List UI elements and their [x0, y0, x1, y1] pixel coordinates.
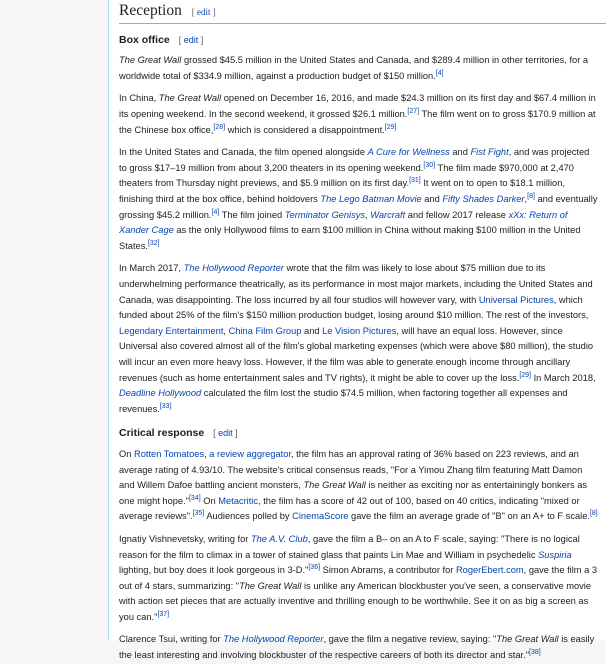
subsection-heading-critical-response: [119, 427, 606, 441]
text: On: [200, 495, 219, 506]
wiki-link[interactable]: Metacritic: [218, 495, 259, 506]
text: is neither as exciting nor as entertainingly bonkers as one might hope.": [119, 480, 588, 506]
subsection-title: Critical response: [119, 427, 205, 440]
citation[interactable]: [35]: [192, 510, 205, 518]
wiki-link[interactable]: RogerEbert.com: [455, 565, 524, 576]
film-title: The Great Wall: [303, 480, 366, 491]
citation[interactable]: [37]: [157, 610, 170, 618]
section-heading-reception: [119, 0, 606, 24]
wiki-link[interactable]: Rotten Tomatoes: [134, 448, 205, 459]
film-title: The Great Wall: [158, 93, 222, 104]
film-title: The Great Wall: [239, 580, 302, 591]
citation[interactable]: [27]: [407, 107, 420, 115]
text: and eventually grossing $45.2 million.: [119, 193, 598, 220]
subsection-heading-box-office: [119, 34, 606, 48]
wiki-link[interactable]: Universal Pictures: [478, 294, 554, 305]
text: , and was projected to gross $17–19 million from about 3,200 theaters in its opening weekend.: [119, 147, 590, 173]
wiki-link[interactable]: Suspiria: [538, 549, 572, 560]
text: In the United States and Canada, the film opened alongside: [119, 147, 368, 158]
citation[interactable]: [34]: [188, 494, 201, 502]
text: In China,: [119, 93, 159, 104]
text: , gave the film a 3 out of 4 stars, summarizing: ": [119, 565, 598, 591]
text: as the only Hollywood films to earn $100 million in China without making $100 million in the United States.: [119, 225, 581, 251]
wiki-link[interactable]: CinemaScore: [292, 511, 349, 522]
citation[interactable]: [4]: [211, 208, 220, 216]
text: is unlike any American blockbuster you've seen, a conservative movie with action set pieces that are actually inventive and thrilling enough to be worthwhile. See it on as big a screen as you can.": [119, 580, 592, 622]
wiki-link[interactable]: The Lego Batman Movie: [320, 193, 422, 204]
text: , which funded about 25% of the film's $150 million production budget, losing around $10 million. The rest of the investors,: [119, 294, 589, 321]
text: , gave the film a B– on an A to F scale, saying: "There is no logical reason for the film to climax in a tower of stained glass that paints Lin Mae and William in psychedelic: [119, 533, 580, 560]
text: , the film has a score of 42 out of 100, based on 40 critics, indicating "mixed or average reviews".: [119, 495, 580, 522]
subsection-title: Box office: [119, 33, 170, 46]
citation[interactable]: [32]: [147, 239, 160, 247]
text: and fellow 2017 release: [405, 209, 509, 220]
wiki-link[interactable]: A Cure for Wellness: [367, 147, 450, 158]
text: , will have an equal loss. However, since Universal also covered almost all of the film's global marketing expenses (which were above $80 million), the studio will incur an even more heavy loss. However, if the film was able to generate enough income through ancillary revenues (such as home entertainment sales and TV rights), it might be able to cover up the loss.: [119, 325, 594, 383]
text: , gave the film a negative review, saying: ": [323, 634, 497, 645]
citation[interactable]: [31]: [409, 177, 421, 185]
paragraph: [119, 532, 606, 626]
wiki-link[interactable]: Legendary Entertainment: [119, 325, 224, 336]
text: ,: [524, 193, 528, 204]
wiki-link[interactable]: China Film Group: [228, 325, 302, 336]
wiki-link[interactable]: Le Vision Pictures: [322, 325, 397, 336]
citation[interactable]: [8]: [589, 510, 598, 518]
wiki-link[interactable]: The Hollywood Reporter: [223, 634, 324, 645]
text: The film went on to gross $170.9 million at the Chinese box office,: [119, 109, 596, 135]
edit-section-link: [ edit ]: [178, 34, 204, 45]
text: On: [119, 448, 134, 459]
wiki-link[interactable]: Warcraft: [370, 209, 406, 220]
citation[interactable]: [38]: [529, 648, 541, 656]
text: opened on December 16, 2016, and made $24.3 million on its first day and $67.4 million in its opening weekend. In the second weekend, it grossed $26.1 million.: [119, 93, 596, 120]
text: The film made $970,000 at 2,470 theaters from Thursday night previews, and $5.9 million on its first day.: [119, 162, 574, 189]
edit-link[interactable]: edit: [183, 34, 199, 45]
paragraph: [119, 53, 606, 84]
paragraph: [119, 145, 606, 254]
article-content: [108, 0, 606, 661]
text: Ignatiy Vishnevetsky, writing for: [119, 533, 251, 544]
wiki-link[interactable]: The A.V. Club: [250, 533, 308, 544]
text: calculated the film lost the studio $74.5 million, when factoring together all expenses and revenues.: [119, 388, 568, 414]
edit-section-link: [ edit ]: [213, 428, 238, 439]
text: lighting, but boy does it look gorgeous in 3-D.": [119, 565, 309, 576]
edit-link[interactable]: edit: [218, 428, 233, 439]
text: The film joined: [219, 209, 285, 220]
citation[interactable]: [36]: [308, 564, 321, 571]
text: It went on to open to $18.1 million, finishing third at the box office, behind holdovers: [119, 178, 565, 204]
wiki-link[interactable]: a review aggregator: [209, 448, 291, 459]
text: which is considered a disappointment.: [225, 124, 385, 135]
wiki-link[interactable]: Terminator Genisys: [284, 209, 366, 220]
text: Audiences polled by: [204, 511, 293, 522]
text: Simon Abrams, a contributor for: [320, 565, 456, 576]
text: Clarence Tsui, writing for: [119, 634, 224, 645]
wiki-link[interactable]: Deadline Hollywood: [119, 388, 202, 399]
edit-link[interactable]: edit: [196, 7, 211, 17]
paragraph: [119, 91, 606, 138]
text: In March 2017,: [119, 263, 184, 274]
wiki-link[interactable]: The Hollywood Reporter: [183, 263, 284, 274]
text: and: [449, 147, 471, 158]
text: grossed $45.5 million in the United States and Canada, and $289.4 million in other territories, for a worldwide total of $334.9 million, against a production budget of $150 million.: [119, 55, 589, 81]
text: ,: [223, 325, 229, 336]
citation[interactable]: [28]: [213, 123, 226, 131]
citation[interactable]: [33]: [159, 402, 172, 410]
wiki-link[interactable]: Fifty Shades Darker: [442, 193, 525, 204]
citation[interactable]: [29]: [384, 123, 397, 131]
paragraph: [119, 261, 606, 417]
text: In March 2018,: [531, 372, 596, 383]
citation[interactable]: [4]: [435, 69, 444, 77]
paragraph: [119, 447, 606, 525]
text: gave the film an average grade of "B" on an A+ to F scale.: [348, 511, 590, 522]
edit-section-link: [ edit ]: [191, 7, 216, 17]
section-title: Reception: [119, 2, 182, 19]
citation[interactable]: [29]: [519, 371, 532, 379]
text: and: [301, 325, 323, 336]
wiki-link[interactable]: Fist Fight: [470, 147, 509, 158]
citation[interactable]: [8]: [527, 192, 535, 200]
citation[interactable]: [30]: [423, 161, 436, 169]
wiki-link[interactable]: xXx: Return of Xander Cage: [119, 209, 568, 236]
film-title: The Great Wall: [119, 55, 182, 66]
text: wrote that the film was likely to lose about $75 million due to its underwhelming performance theatrically, as its performance in most major markets, including the United States and Canada, was disappointing. The loss incurred by all four studios will however vary, with: [119, 263, 593, 305]
text: , the film has an approval rating of 36% based on 223 reviews, and an average rating of 4.93/10. The website's critical consensus reads, "For a Yimou Zhang film featuring Matt Damon and Willem Dafoe battling ancient monsters,: [119, 448, 583, 491]
text: is easily the least interesting and involving blockbuster of the respective careers of both its director and star.": [119, 634, 595, 661]
film-title: The Great Wall: [496, 634, 559, 645]
paragraph: [119, 632, 606, 663]
text: ,: [365, 209, 371, 220]
text: and: [421, 193, 443, 204]
text: ,: [204, 448, 210, 459]
